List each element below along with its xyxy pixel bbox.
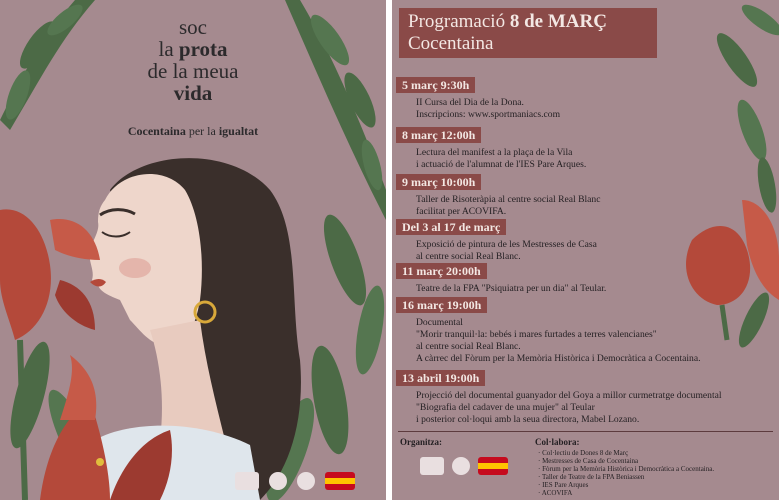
event-description (416, 317, 701, 365)
program-poster (392, 0, 779, 500)
event-line: al centre social Real Blanc. (416, 341, 521, 352)
subtitle-equality: igualtat (218, 124, 259, 138)
program-town: Cocentaina (408, 33, 494, 54)
event-description (416, 147, 586, 171)
program-title-date: 8 de MARÇ (509, 11, 607, 32)
collaborator-item: · ACOVIFA (538, 489, 573, 497)
program-title (408, 11, 648, 33)
event-date: 5 març 9:30h (396, 77, 475, 93)
collaborators-label: Col·labora: (535, 437, 580, 447)
event-date: 13 abril 19:00h (396, 370, 485, 386)
event-item (396, 126, 586, 171)
event-description (416, 194, 600, 218)
collaborator-item: · Taller de Teatre de la FPA Beniassen (538, 473, 645, 481)
title-line-4 (0, 82, 386, 104)
event-line: facilitat per ACOVIFA. (416, 206, 507, 217)
event-description (416, 390, 722, 426)
sponsor-logos (235, 472, 355, 490)
collaborator-item: · IES Pare Arques (538, 481, 589, 489)
event-line: i actuació de l'alumnat de l'IES Pare Arques. (416, 159, 587, 170)
program-title-prefix: Programació (408, 11, 510, 32)
event-line: Inscripcions: www.sportmaniacs.com (416, 109, 561, 120)
event-date: 16 març 19:00h (396, 297, 487, 313)
event-line: "Biografia del cadaver de una mujer" al Teular (416, 402, 595, 413)
collaborator-item: · Col·lectiu de Dones 8 de Març (538, 449, 629, 457)
event-line: II Cursa del Dia de la Dona. (416, 97, 524, 108)
event-item (396, 76, 560, 121)
event-line: A càrrec del Fòrum per la Memòria Històrica i Democràtica a Cocentaina. (416, 353, 701, 364)
title-line-3: de la meua (147, 59, 239, 83)
event-line: Exposició de pintura de les Mestresses de Casa (416, 239, 597, 250)
organizer-label: Organitza: (400, 437, 442, 447)
event-description (416, 283, 606, 295)
spain-flag-icon (478, 457, 508, 475)
poster-title (0, 16, 386, 104)
footer-divider (398, 431, 773, 432)
title-line-4-bold: vida (173, 81, 213, 105)
program-header (399, 8, 657, 58)
event-line: al centre social Real Blanc. (416, 251, 521, 262)
collaborator-item: · Mestresses de Casa de Cocentaina (538, 457, 639, 465)
cocentaina-crest-icon (235, 472, 259, 490)
event-line: Lectura del manifest a la plaça de la Vila (416, 147, 573, 158)
title-line-1: soc (179, 15, 207, 39)
event-date: Del 3 al 17 de març (396, 219, 506, 235)
event-line: Teatre de la FPA "Psiquiatra per un dia" al Teular. (416, 283, 607, 294)
event-item (396, 262, 606, 295)
event-description (416, 97, 560, 121)
event-item (396, 218, 597, 263)
subtitle-town: Cocentaina (127, 124, 186, 138)
title-line-2 (0, 38, 386, 60)
event-date: 11 març 20:00h (396, 263, 487, 279)
event-item (396, 296, 701, 365)
punto-icon (297, 472, 315, 490)
punto-icon (452, 457, 470, 475)
igualtat-symbol-icon (269, 472, 287, 490)
poster-footer (392, 431, 779, 500)
event-line: Taller de Risoteràpia al centre social Real Blanc (416, 194, 601, 205)
event-line: i posterior col·loqui amb la seua directora, Mabel Lozano. (416, 414, 640, 425)
event-line: Documental (416, 317, 463, 328)
event-item (396, 173, 600, 218)
event-item (396, 369, 722, 426)
title-line-2-bold: prota (178, 37, 228, 61)
title-line-2-prefix: la (158, 37, 179, 61)
poster-illustration (0, 0, 386, 500)
event-description (416, 239, 597, 263)
cocentaina-crest-icon (420, 457, 444, 475)
collaborator-item: · Fòrum per la Memòria Històrica i Democràtica a Cocentaina. (538, 465, 715, 473)
event-line: Projecció del documental guanyador del Goya a millor curmetratge documental (416, 390, 722, 401)
poster-subtitle (0, 124, 386, 139)
spain-flag-icon (325, 472, 355, 490)
event-date: 8 març 12:00h (396, 127, 481, 143)
event-date: 9 març 10:00h (396, 174, 481, 190)
organizer-logos (420, 457, 508, 475)
collaborators-list (538, 449, 714, 497)
event-line: "Morir tranquil·la: bebés i mares furtades a terres valencianes" (416, 329, 657, 340)
subtitle-middle: per la (185, 124, 219, 138)
